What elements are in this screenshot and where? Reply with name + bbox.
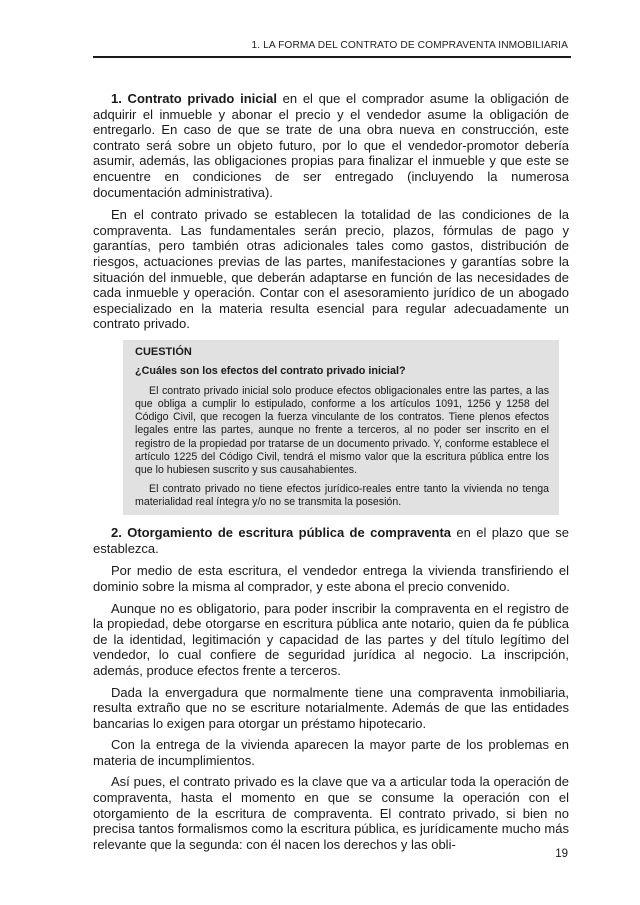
- paragraph-envergadura: Dada la envergadura que normalmente tiene una compraventa inmobiliaria, resulta extraño que no se escriture notarialmente. Además de que las entidades bancarias lo exigen para otorgar un préstamo hipotecario.: [93, 684, 569, 731]
- cuestion-answer-1: El contrato privado inicial solo produce efectos obligacionales entre las partes, a las que obliga a cumplir lo estipulado, conforme a los artículos 1091, 1256 y 1258 del Código Civil, que recogen la fuerza vinculante de los contratos. Tiene plenos efectos legales entre las partes, aunque no frente a terceros, al no poder ser inscrito en el registro de la propiedad por tratarse de un documento privado. Y, conforme establece el artículo 1225 del Código Civil, tendrá el mismo valor que la escritura pública entre los que lo hubiesen suscrito y sus causahabientes.: [135, 384, 549, 477]
- cuestion-box: [123, 340, 559, 515]
- running-header: 1. LA FORMA DEL CONTRATO DE COMPRAVENTA INMOBILIARIA: [251, 40, 568, 51]
- section-text-otorgamiento: en el plazo que se establezca.: [93, 525, 569, 556]
- cuestion-answer-2: El contrato privado no tiene efectos jurídico-reales entre tanto la vivienda no tenga materialidad real íntegra y/o no se transmita la posesión.: [135, 482, 549, 508]
- paragraph-otorgamiento: [93, 525, 569, 556]
- header-rule: [93, 56, 571, 58]
- page-number: 19: [555, 848, 568, 860]
- paragraph-escritura: Por medio de esta escritura, el vendedor entrega la vivienda transfiriendo el dominio sobre la misma al comprador, y este abona el precio convenido.: [93, 563, 569, 594]
- cuestion-label: CUESTIÓN: [135, 345, 192, 358]
- paragraph-clave: Así pues, el contrato privado es la clave que va a articular toda la operación de compraventa, hasta el momento en que se consume la operación con el otorgamiento de la escritura de compraventa. El contrato privado, si bien no precisa tantos formalismos como la escritura pública, es jurídicamente mucho más relevante que la segunda: con él nacen los derechos y las obli-: [93, 774, 569, 852]
- body-text: [93, 91, 569, 858]
- paragraph-contrato-privado: [93, 91, 569, 200]
- section-text-contrato-privado: en el que el comprador asume la obligación de adquirir el inmueble y abonar el precio y el vendedor asume la obligación de entregarlo. En caso de que se trate de una obra nueva en construcción, este contrato será sobre un objeto futuro, por lo que el vendedor-promotor debería asumir, además, las obligaciones propias para finalizar el inmueble y que este se encuentre en condiciones de ser entregado (incluyendo la numerosa documentación administrativa).: [93, 91, 569, 200]
- paragraph-registro: Aunque no es obligatorio, para poder inscribir la compraventa en el registro de la propiedad, debe otorgarse en escritura pública ante notario, quien da fe pública de la identidad, legitimación y capacidad de las partes y del título legítimo del vendedor, lo cual confiere de seguridad jurídica al negocio. La inscripción, además, produce efectos frente a terceros.: [93, 600, 569, 678]
- section-heading-contrato-privado: 1. Contrato privado inicial: [111, 91, 277, 106]
- paragraph-entrega: Con la entrega de la vivienda aparecen la mayor parte de los problemas en materia de incumplimientos.: [93, 737, 569, 768]
- section-heading-otorgamiento: 2. Otorgamiento de escritura pública de compraventa: [111, 525, 452, 541]
- cuestion-question: ¿Cuáles son los efectos del contrato privado inicial?: [135, 365, 406, 378]
- paragraph-condiciones: En el contrato privado se establecen la totalidad de las condiciones de la compraventa. Las fundamentales serán precio, plazos, fórmulas de pago y garantías, pero también otras adicionales tales como gastos, distribución de riesgos, actuaciones previas de las partes, manifestaciones y garantías sobre la situación del inmueble, que deberán adaptarse en función de las necesidades de cada inmueble y operación. Contar con el asesoramiento jurídico de un abogado especializado en la materia resulta esencial para regular adecuadamente un contrato privado.: [93, 207, 569, 332]
